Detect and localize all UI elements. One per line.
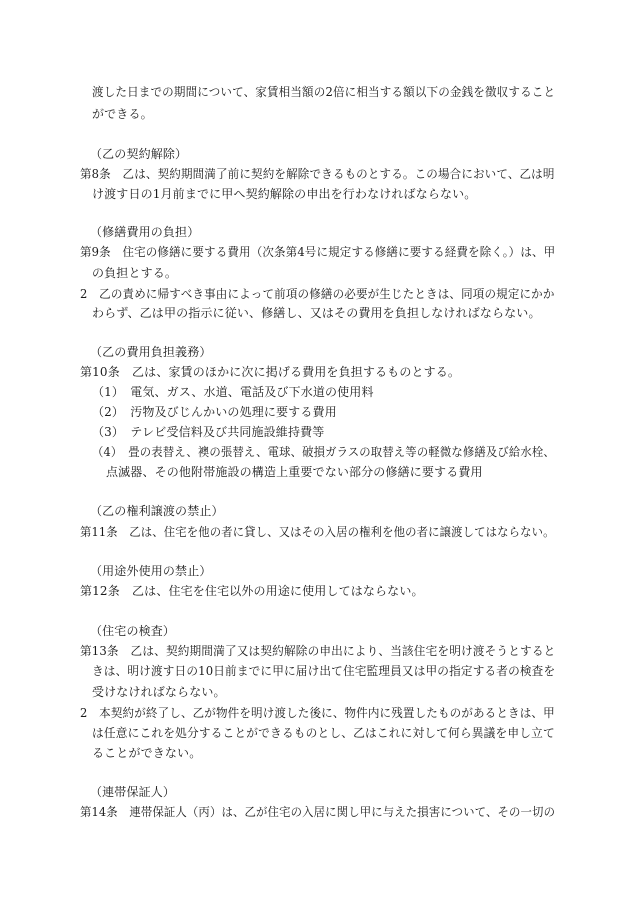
section-heading: （連帯保証人）: [90, 785, 176, 799]
section-heading: （修繕費用の負担）: [90, 225, 200, 239]
text-line: きは、明け渡す日の10日前までに甲に届け出て住宅監理員又は甲の指定する者の検査を: [92, 664, 556, 678]
list-item: （4） 畳の表替え、襖の張替え、電球、破損ガラスの取替え等の軽微な修繕及び給水栓、: [92, 445, 555, 459]
list-item: （3） テレビ受信料及び共同施設維持費等: [92, 425, 325, 439]
section-heading: （乙の契約解除）: [90, 147, 188, 161]
section-heading: （住宅の検査）: [90, 624, 176, 638]
list-item: （2） 汚物及びじんかいの処理に要する費用: [92, 405, 337, 419]
section-heading: （乙の費用負担義務）: [90, 345, 212, 359]
section-heading: （用途外使用の禁止）: [90, 564, 212, 578]
text-line: け渡す日の1月前までに甲へ契約解除の申出を行わなければならない。: [92, 187, 477, 201]
text-line: 受けなければならない。: [92, 685, 226, 699]
text-line: ができる。: [92, 107, 153, 121]
section-heading: （乙の権利譲渡の禁止）: [90, 504, 224, 518]
paragraph-2: 2 本契約が終了し、乙が物件を明け渡した後に、物件内に残置したものがあるときは、甲: [80, 706, 555, 720]
article-11: 第11条 乙は、住宅を他の者に貸し、又はその入居の権利を他の者に譲渡してはならない。: [80, 525, 555, 539]
text-line: 渡した日までの期間について、家賃相当額の2倍に相当する額以下の金銭を徴収すること: [92, 85, 556, 99]
article-9: 第9条 住宅の修繕に要する費用（次条第4号に規定する修繕に要する経費を除く。）は、甲: [80, 245, 556, 259]
article-12: 第12条 乙は、住宅を住宅以外の用途に使用してはならない。: [80, 584, 424, 598]
text-line: 点滅器、その他附帯施設の構造上重要でない部分の修繕に要する費用: [106, 465, 483, 479]
text-line: ることができない。: [92, 746, 202, 760]
list-item: （1） 電気、ガス、水道、電話及び下水道の使用料: [92, 385, 374, 399]
article-13: 第13条 乙は、契約期間満了又は契約解除の申出により、当該住宅を明け渡そうとすると: [80, 644, 556, 658]
text-line: は任意にこれを処分することができるものとし、乙はこれに対して何ら異議を申し立て: [92, 726, 555, 740]
article-14: 第14条 連帯保証人（丙）は、乙が住宅の入居に関し甲に与えた損害について、その一切の: [80, 805, 556, 819]
article-10: 第10条 乙は、家賃のほかに次に掲げる費用を負担するものとする。: [80, 365, 461, 379]
article-8: 第8条 乙は、契約期間満了前に契約を解除できるものとする。この場合において、乙は明: [80, 167, 555, 181]
text-line: の負担とする。: [92, 266, 178, 280]
text-line: わらず、乙は甲の指示に従い、修繕し、又はその費用を負担しなければならない。: [92, 306, 541, 320]
paragraph-2: 2 乙の責めに帰すべき事由によって前項の修繕の必要が生じたときは、同項の規定にかか: [80, 287, 555, 301]
